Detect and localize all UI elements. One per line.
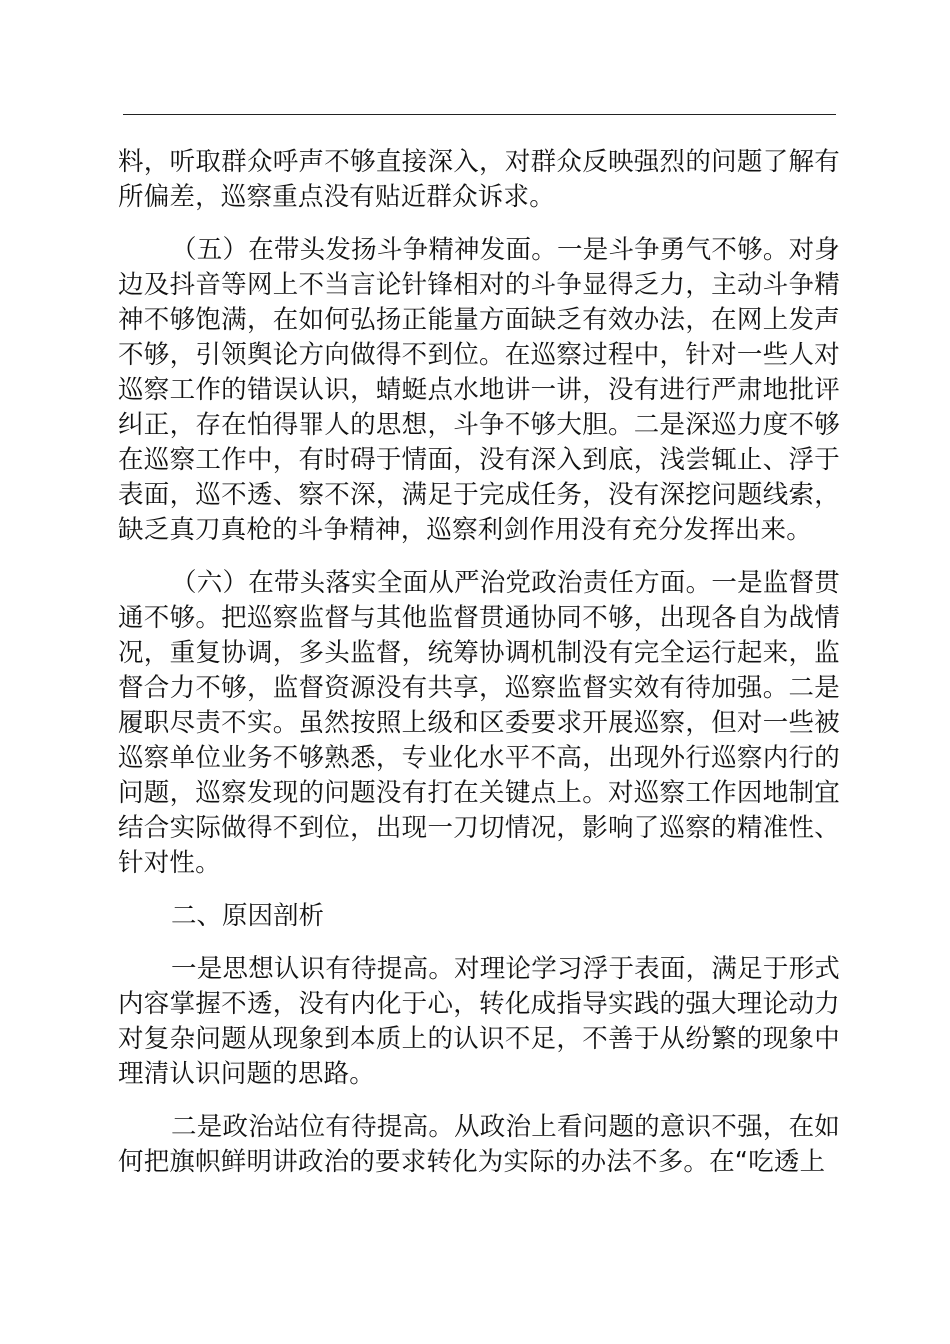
paragraph-section-five: （五）在带头发扬斗争精神发面。一是斗争勇气不够。对身边及抖音等网上不当言论针锋相对的斗争显得乏力，主动斗争精神不够饱满，在如何弘扬正能量方面缺乏有效办法，在网上发声不够，引领舆论方向做得不到位。在巡察过程中，针对一些人对巡察工作的错误认识，蜻蜓点水地讲一讲，没有进行严肃地批评纠正，存在怕得罪人的思想，斗争不够大胆。二是深巡力度不够在巡察工作中，有时碍于情面，没有深入到底，浅尝辄止、浮于表面，巡不透、察不深，满足于完成任务，没有深挖问题线索，缺乏真刀真枪的斗争精神，巡察利剑作用没有充分发挥出来。: [118, 235, 840, 545]
paragraph-cause-one: 一是思想认识有待提高。对理论学习浮于表面，满足于形式内容掌握不透，没有内化于心，转化成指导实践的强大理论动力对复杂问题从现象到本质上的认识不足，不善于从纷繁的现象中理清认识问题的思路。: [118, 954, 840, 1089]
section-heading-cause-analysis: 二、原因剖析: [171, 901, 325, 931]
paragraph-section-six: （六）在带头落实全面从严治党政治责任方面。一是监督贯通不够。把巡察监督与其他监督贯通协同不够，出现各自为战情况，重复协调，多头监督，统筹协调机制没有完全运行起来，监督合力不够，监督资源没有共享，巡察监督实效有待加强。二是履职尽责不实。虽然按照上级和区委要求开展巡察，但对一些被巡察单位业务不够熟悉，专业化水平不高，出现外行巡察内行的问题，巡察发现的问题没有打在关键点上。对巡察工作因地制宜结合实际做得不到位，出现一刀切情况，影响了巡察的精准性、针对性。: [118, 568, 840, 878]
document-body: [118, 145, 840, 1198]
paragraph-cause-two: 二是政治站位有待提高。从政治上看问题的意识不强，在如何把旗帜鲜明讲政治的要求转化为实际的办法不多。在“吃透上: [118, 1112, 840, 1177]
header-divider: [123, 114, 836, 115]
paragraph-continuation: 料，听取群众呼声不够直接深入，对群众反映强烈的问题了解有所偏差，巡察重点没有贴近群众诉求。: [118, 147, 840, 212]
